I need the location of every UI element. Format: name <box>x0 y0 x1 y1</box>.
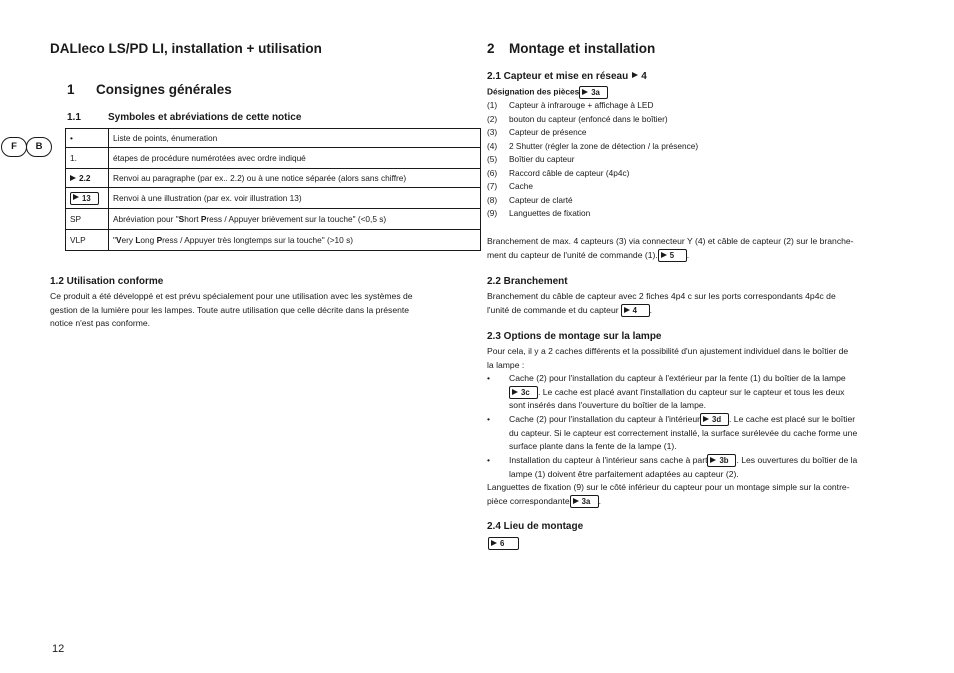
section-2-title: Montage et installation <box>509 41 656 56</box>
text-part: " <box>113 235 116 245</box>
text-line: Branchement du câble de capteur avec 2 fiches 4p4 c sur les ports correspondants 4p4c de <box>487 291 836 301</box>
list-item-number: (8) <box>487 194 498 205</box>
text-line: notice n'est pas conforme. <box>50 318 151 329</box>
list-item-text: Boîtier du capteur <box>509 154 575 164</box>
list-item <box>487 100 653 113</box>
text-line: pièce correspondante 3a . <box>487 495 602 506</box>
text-part: Abréviation pour " <box>113 214 179 224</box>
list-item-number: (9) <box>487 208 498 218</box>
illustration-ref-badge <box>658 249 687 262</box>
text-part-bold: L <box>135 235 141 245</box>
table-cell-symbol <box>66 188 109 209</box>
table-row <box>66 169 481 188</box>
language-badge-b: B <box>26 137 52 157</box>
text-line: la lampe : <box>487 359 525 370</box>
illustration-ref-label: 3b <box>719 456 729 466</box>
subsection-1-1-heading <box>67 112 301 123</box>
list-item-number: (6) <box>487 167 498 178</box>
table-cell-desc: Liste de points, énumeration <box>109 129 481 148</box>
illustration-ref-badge <box>70 192 99 205</box>
page-number: 12 <box>52 643 65 655</box>
text-part-bold: S <box>178 214 185 224</box>
illustration-ref-badge <box>700 413 729 426</box>
text-line: ment du capteur de l'unité de commande (1). 5 . <box>487 249 690 260</box>
language-badge-f: F <box>1 137 27 157</box>
section-1-number: 1 <box>67 82 75 97</box>
arrow-right-icon <box>582 89 588 95</box>
parts-label-text: Désignation des pièces <box>487 86 580 97</box>
list-item-text: bouton du capteur (enfoncé dans le boîtier) <box>509 113 668 124</box>
illustration-ref-badge <box>707 454 736 467</box>
table-cell-desc: étapes de procédure numérotées avec ordre indiqué <box>109 148 481 169</box>
list-item-text: Capteur à infrarouge + affichage à LED <box>509 100 654 110</box>
illustration-ref-badge <box>509 386 538 399</box>
text-part-bold: V <box>115 235 122 245</box>
table-cell-symbol: SP <box>66 209 109 230</box>
text-line: Branchement de max. 4 capteurs (3) via connecteur Y (4) et câble de capteur (2) sur le branche- <box>487 236 854 246</box>
table-cell-symbol: VLP <box>66 230 109 251</box>
subsection-2-3-heading: 2.3 Options de montage sur la lampe <box>487 331 662 342</box>
illustration-ref-label: 13 <box>82 193 91 203</box>
list-item-number: (2) <box>487 113 498 124</box>
illustration-ref-label: 6 <box>500 539 505 549</box>
list-item <box>487 154 575 167</box>
list-item-number: (3) <box>487 127 498 137</box>
text-part-bold: P <box>200 214 207 224</box>
list-item-text: Raccord câble de capteur (4p4c) <box>509 167 630 178</box>
text-part: . Les ouvertures du boîtier de la <box>736 455 858 465</box>
illustration-ref-label: 3a <box>591 88 600 97</box>
table-cell-symbol: 1. <box>66 148 109 169</box>
list-item-number: (7) <box>487 181 498 191</box>
table-row <box>66 230 481 251</box>
parts-designation-label <box>487 86 608 99</box>
list-item-text: Cache <box>509 181 533 191</box>
text-line: l'unité de commande et du capteur 4 . <box>487 304 652 315</box>
table-row <box>66 148 481 169</box>
subsection-2-2-text <box>487 290 836 317</box>
text-line: du capteur. Si le capteur est correctement installé, la surface surélevée du cache forme une <box>509 427 858 438</box>
text-part: Installation du capteur à l'intérieur sans cache à part <box>509 455 708 465</box>
illustration-ref-label: 3a <box>581 496 591 506</box>
table-cell-desc <box>109 209 481 230</box>
bullet-mark: • <box>487 373 491 383</box>
text-line: gestion de la lumière pour les lampes. Toute autre utilisation que celle décrite dans la présente <box>50 304 410 315</box>
section-2-number: 2 <box>487 41 495 56</box>
arrow-right-icon <box>661 252 667 258</box>
arrow-right-icon <box>703 416 709 422</box>
list-item <box>487 372 846 413</box>
text-line: Ce produit a été développé et est prévu spécialement pour une utilisation avec les systèmes de <box>50 291 413 301</box>
text-part: l'unité de commande et du capteur <box>487 304 619 315</box>
table-cell-symbol: • <box>66 129 109 148</box>
subsection-1-1-number: 1.1 <box>67 112 81 123</box>
bullet-mark: • <box>487 455 491 465</box>
illustration-ref-badge <box>621 304 650 317</box>
text-part-bold: P <box>156 235 163 245</box>
table-row <box>66 129 481 148</box>
arrow-right-icon <box>491 540 497 546</box>
table-cell-symbol <box>66 169 109 188</box>
text-line: surface plante dans la fente de la lampe (1). <box>509 441 677 452</box>
list-item-number: (5) <box>487 154 498 164</box>
list-item-text: Capteur de clarté <box>509 194 573 205</box>
list-item <box>487 454 857 481</box>
list-item-number: (4) <box>487 140 498 151</box>
list-item-number: (1) <box>487 100 498 110</box>
illustration-ref-badge <box>570 495 599 508</box>
illustration-ref-badge <box>488 537 519 550</box>
fixing-tabs-paragraph <box>487 481 850 508</box>
list-item-text: Capteur de présence <box>509 127 587 137</box>
subsection-2-1-heading <box>487 71 647 82</box>
list-item <box>487 195 573 208</box>
subsection-1-2-text <box>50 290 413 331</box>
section-1-heading <box>67 82 232 97</box>
text-line: sont insérés dans l'ouverture du boîtier de la lampe. <box>509 400 707 411</box>
illustration-ref-badge <box>579 86 608 99</box>
mounting-location-ref <box>488 535 519 553</box>
illustration-ref-label: 3c <box>521 387 530 397</box>
text-part: hort <box>184 214 201 224</box>
text-part: ong <box>140 235 157 245</box>
bullet-mark: • <box>487 414 491 424</box>
section-2-heading <box>487 41 655 56</box>
list-item <box>487 168 629 181</box>
subsection-2-4-heading: 2.4 Lieu de montage <box>487 521 584 532</box>
subsection-2-1-title: 2.1 Capteur et mise en réseau <box>487 71 629 82</box>
subsection-2-3-intro <box>487 345 848 372</box>
text-part: pièce correspondante <box>487 495 570 506</box>
text-line: Pour cela, il y a 2 caches différents et la possibilité d'un ajustement individuel dans le boîtier de <box>487 346 849 356</box>
list-item <box>487 141 698 154</box>
list-item <box>487 127 587 140</box>
section-1-title: Consignes générales <box>96 82 232 97</box>
subsection-1-1-title: Symboles et abréviations de cette notice <box>108 112 302 123</box>
list-item <box>487 413 857 454</box>
arrow-right-icon <box>710 457 716 463</box>
text-part: ery <box>121 235 136 245</box>
table-row <box>66 209 481 230</box>
text-part: ress / Appuyer très longtemps sur la touche" (>10 s) <box>162 235 353 245</box>
text-part: ment du capteur de l'unité de commande (1). <box>487 249 658 260</box>
arrow-right-icon <box>512 389 518 395</box>
text-part: Cache (2) pour l'installation du capteur à l'intérieur <box>509 414 701 424</box>
list-item <box>487 181 533 194</box>
text-part: . Le cache est placé sur le boîtier <box>729 414 856 424</box>
illustration-ref-label: 4 <box>632 305 637 315</box>
list-item <box>487 114 668 127</box>
arrow-right-icon <box>632 72 638 78</box>
list-item-text: 2 Shutter (régler la zone de détection / la présence) <box>509 140 699 151</box>
list-item-text: Languettes de fixation <box>509 208 591 218</box>
text-line: lampe (1) doivent être parfaitement adaptées au capteur (2). <box>509 468 739 479</box>
arrow-right-icon <box>624 307 630 313</box>
symbols-table <box>65 128 481 251</box>
text-part: . Le cache est placé avant l'installation du capteur sur le capteur et tous les deux <box>538 386 845 397</box>
arrow-right-icon <box>73 194 79 200</box>
connection-paragraph <box>487 235 854 262</box>
arrow-right-icon <box>70 175 76 181</box>
paragraph-ref-label: 2.2 <box>79 173 91 183</box>
table-cell-desc: Renvoi au paragraphe (par ex.. 2.2) ou à une notice séparée (alors sans chiffre) <box>109 169 481 188</box>
text-line: Languettes de fixation (9) sur le côté inférieur du capteur pour un montage simple sur la contre- <box>487 482 850 492</box>
table-cell-desc <box>109 230 481 251</box>
list-item <box>487 208 590 221</box>
text-part: ress / Appuyer brièvement sur la touche" (<0,5 s) <box>206 214 387 224</box>
illustration-ref-label: 5 <box>669 250 675 260</box>
document-title: DALIeco LS/PD LI, installation + utilisation <box>50 41 322 56</box>
subsection-2-2-heading: 2.2 Branchement <box>487 276 568 287</box>
arrow-right-icon <box>573 498 579 504</box>
figure-ref-label: 4 <box>641 71 647 82</box>
language-badge <box>1 137 53 157</box>
text-part: Cache (2) pour l'installation du capteur à l'extérieur par la fente (1) du boîtier de la lampe <box>509 373 846 383</box>
table-cell-desc: Renvoi à une illustration (par ex. voir illustration 13) <box>109 188 481 209</box>
illustration-ref-label: 3d <box>712 415 722 425</box>
table-row <box>66 188 481 209</box>
subsection-1-2-heading: 1.2 Utilisation conforme <box>50 276 164 287</box>
